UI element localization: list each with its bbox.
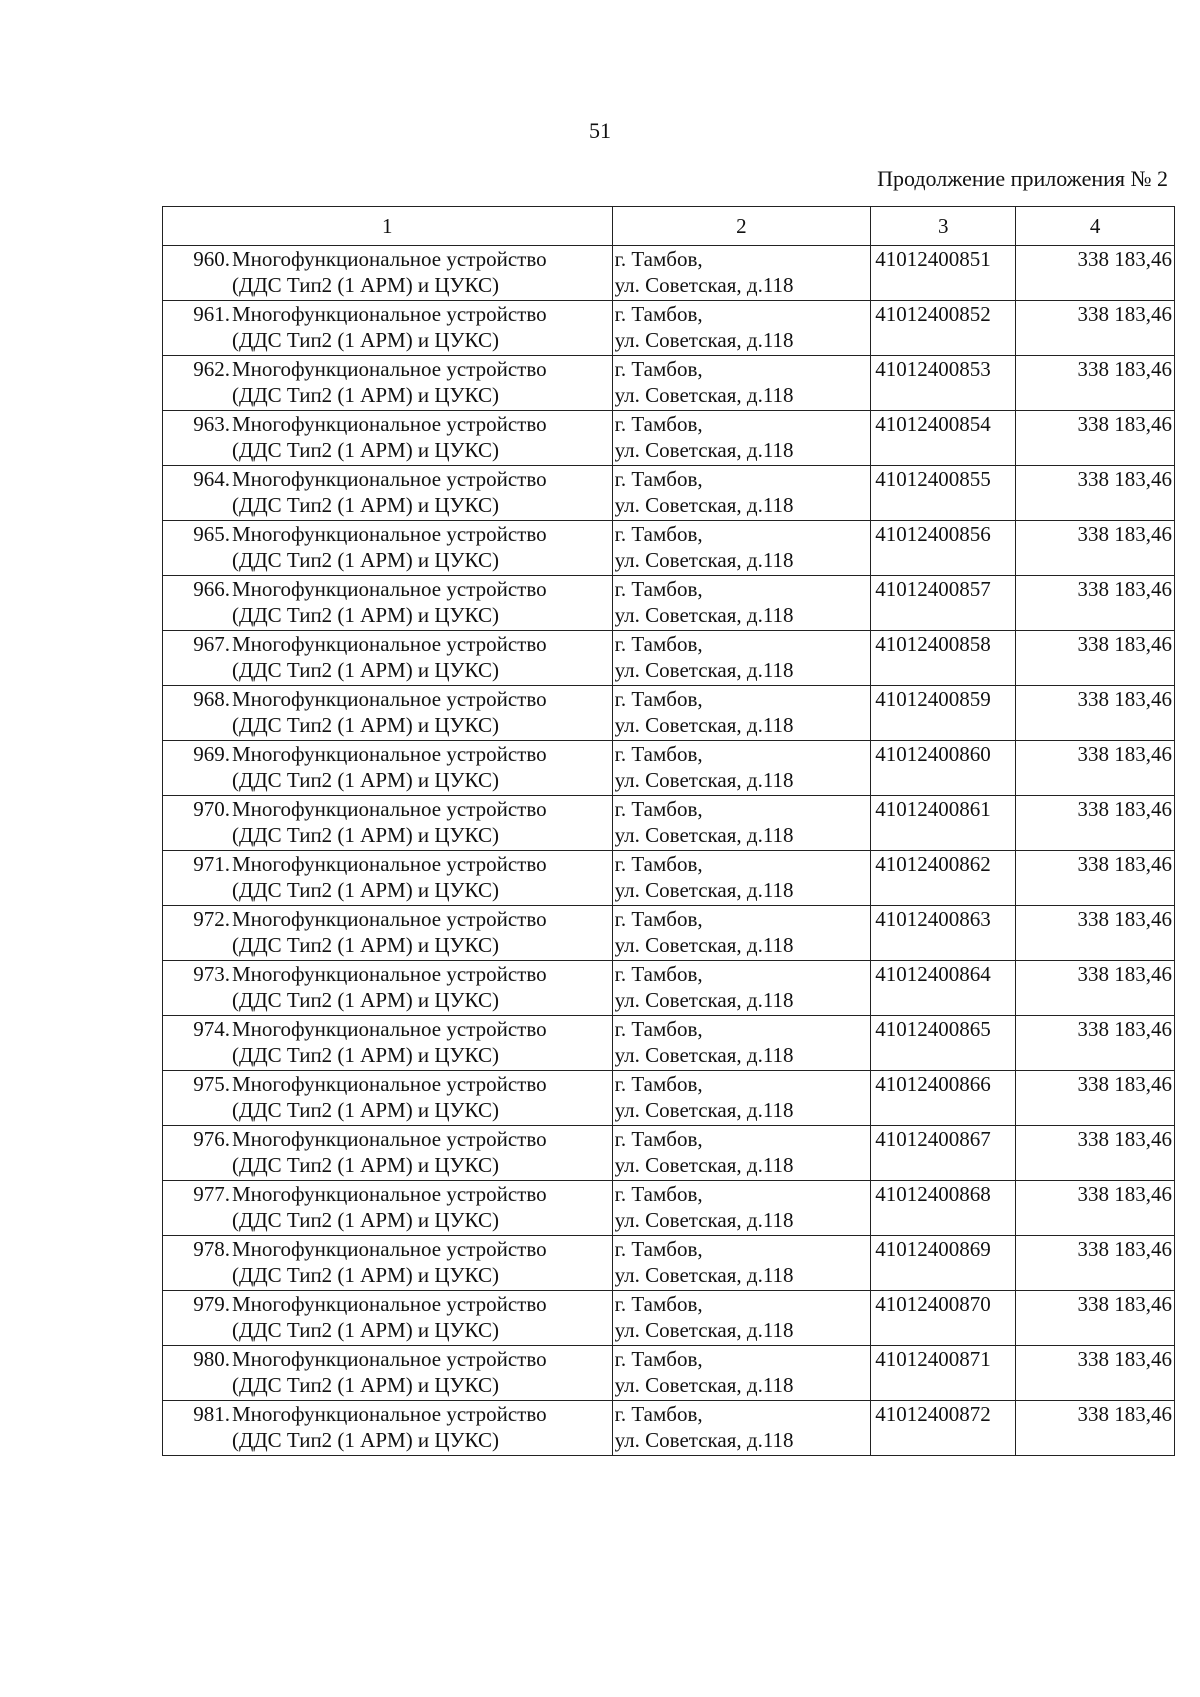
address-street: ул. Советская, д.118 (614, 1318, 794, 1342)
item-name-line1: Многофункциональное устройство (232, 522, 547, 546)
address-city: г. Тамбов, (614, 797, 703, 821)
item-name-cell (163, 631, 613, 686)
item-name-line2: (ДДС Тип2 (1 АРМ) и ЦУКС) (232, 1153, 499, 1177)
value-cell: 338 183,46 (1016, 686, 1175, 741)
address-street: ул. Советская, д.118 (614, 878, 794, 902)
value-cell: 338 183,46 (1016, 411, 1175, 466)
table-row (163, 1071, 1175, 1126)
item-number: 974. (193, 1017, 230, 1041)
inventory-number-cell: 41012400853 (871, 356, 1016, 411)
address-city: г. Тамбов, (614, 357, 703, 381)
table-row (163, 411, 1175, 466)
inventory-number-cell: 41012400865 (871, 1016, 1016, 1071)
address-street: ул. Советская, д.118 (614, 383, 794, 407)
address-street: ул. Советская, д.118 (614, 1263, 794, 1287)
item-number: 969. (193, 742, 230, 766)
address-street: ул. Советская, д.118 (614, 1373, 794, 1397)
value-cell: 338 183,46 (1016, 1126, 1175, 1181)
item-number: 968. (193, 687, 230, 711)
address-street: ул. Советская, д.118 (614, 1208, 794, 1232)
inventory-number-cell: 41012400857 (871, 576, 1016, 631)
item-name-line2: (ДДС Тип2 (1 АРМ) и ЦУКС) (232, 1428, 499, 1452)
column-header-3: 3 (871, 207, 1016, 246)
value-cell: 338 183,46 (1016, 576, 1175, 631)
item-name-cell (163, 741, 613, 796)
item-name-line2: (ДДС Тип2 (1 АРМ) и ЦУКС) (232, 658, 499, 682)
value-cell: 338 183,46 (1016, 1016, 1175, 1071)
item-name-cell (163, 906, 613, 961)
item-name-line1: Многофункциональное устройство (232, 852, 547, 876)
item-name-line1: Многофункциональное устройство (232, 577, 547, 601)
address-city: г. Тамбов, (614, 852, 703, 876)
item-name-cell (163, 1236, 613, 1291)
item-name-line2: (ДДС Тип2 (1 АРМ) и ЦУКС) (232, 1098, 499, 1122)
table-row (163, 741, 1175, 796)
item-name-cell (163, 411, 613, 466)
value-cell: 338 183,46 (1016, 301, 1175, 356)
inventory-number-cell: 41012400851 (871, 246, 1016, 301)
inventory-number-cell: 41012400867 (871, 1126, 1016, 1181)
item-name-line1: Многофункциональное устройство (232, 632, 547, 656)
item-number: 971. (193, 852, 230, 876)
inventory-number-cell: 41012400872 (871, 1401, 1016, 1456)
inventory-number-cell: 41012400869 (871, 1236, 1016, 1291)
value-cell: 338 183,46 (1016, 1181, 1175, 1236)
table-row (163, 961, 1175, 1016)
item-name-line2: (ДДС Тип2 (1 АРМ) и ЦУКС) (232, 1208, 499, 1232)
table-row (163, 246, 1175, 301)
address-city: г. Тамбов, (614, 1072, 703, 1096)
table-row (163, 1401, 1175, 1456)
item-number: 975. (193, 1072, 230, 1096)
item-name-line1: Многофункциональное устройство (232, 962, 547, 986)
inventory-number-cell: 41012400871 (871, 1346, 1016, 1401)
item-name-line2: (ДДС Тип2 (1 АРМ) и ЦУКС) (232, 1373, 499, 1397)
address-city: г. Тамбов, (614, 1347, 703, 1371)
item-name-line1: Многофункциональное устройство (232, 1182, 547, 1206)
item-name-cell (163, 1346, 613, 1401)
table-row (163, 796, 1175, 851)
item-address-cell (612, 411, 871, 466)
item-address-cell (612, 686, 871, 741)
address-city: г. Тамбов, (614, 412, 703, 436)
address-street: ул. Советская, д.118 (614, 658, 794, 682)
item-name-line1: Многофункциональное устройство (232, 467, 547, 491)
table-row (163, 1346, 1175, 1401)
value-cell: 338 183,46 (1016, 796, 1175, 851)
item-name-line2: (ДДС Тип2 (1 АРМ) и ЦУКС) (232, 713, 499, 737)
address-city: г. Тамбов, (614, 1017, 703, 1041)
item-number: 980. (193, 1347, 230, 1371)
item-name-line1: Многофункциональное устройство (232, 412, 547, 436)
address-city: г. Тамбов, (614, 577, 703, 601)
value-cell: 338 183,46 (1016, 1236, 1175, 1291)
table-row (163, 301, 1175, 356)
address-street: ул. Советская, д.118 (614, 273, 794, 297)
item-name-cell (163, 851, 613, 906)
item-name-cell (163, 796, 613, 851)
inventory-number-cell: 41012400859 (871, 686, 1016, 741)
inventory-number-cell: 41012400861 (871, 796, 1016, 851)
item-address-cell (612, 576, 871, 631)
item-name-cell (163, 1016, 613, 1071)
address-city: г. Тамбов, (614, 1127, 703, 1151)
value-cell: 338 183,46 (1016, 1071, 1175, 1126)
item-number: 970. (193, 797, 230, 821)
address-city: г. Тамбов, (614, 1402, 703, 1426)
address-street: ул. Советская, д.118 (614, 1153, 794, 1177)
address-street: ул. Советская, д.118 (614, 548, 794, 572)
item-number: 964. (193, 467, 230, 491)
item-address-cell (612, 356, 871, 411)
item-name-line1: Многофункциональное устройство (232, 357, 547, 381)
item-address-cell (612, 796, 871, 851)
item-name-cell (163, 1181, 613, 1236)
item-address-cell (612, 741, 871, 796)
table-row (163, 686, 1175, 741)
value-cell: 338 183,46 (1016, 1291, 1175, 1346)
item-number: 978. (193, 1237, 230, 1261)
address-city: г. Тамбов, (614, 1182, 703, 1206)
item-number: 961. (193, 302, 230, 326)
inventory-number-cell: 41012400856 (871, 521, 1016, 576)
item-name-line2: (ДДС Тип2 (1 АРМ) и ЦУКС) (232, 1043, 499, 1067)
table-row (163, 356, 1175, 411)
item-address-cell (612, 521, 871, 576)
address-city: г. Тамбов, (614, 632, 703, 656)
inventory-number-cell: 41012400862 (871, 851, 1016, 906)
item-name-line1: Многофункциональное устройство (232, 302, 547, 326)
item-address-cell (612, 906, 871, 961)
value-cell: 338 183,46 (1016, 246, 1175, 301)
item-address-cell (612, 1236, 871, 1291)
item-name-line1: Многофункциональное устройство (232, 247, 547, 271)
item-name-line2: (ДДС Тип2 (1 АРМ) и ЦУКС) (232, 273, 499, 297)
item-name-cell (163, 1291, 613, 1346)
inventory-number-cell: 41012400870 (871, 1291, 1016, 1346)
item-name-line2: (ДДС Тип2 (1 АРМ) и ЦУКС) (232, 438, 499, 462)
item-name-line2: (ДДС Тип2 (1 АРМ) и ЦУКС) (232, 603, 499, 627)
table-row (163, 631, 1175, 686)
item-address-cell (612, 466, 871, 521)
item-name-cell (163, 1401, 613, 1456)
address-street: ул. Советская, д.118 (614, 988, 794, 1012)
item-name-cell (163, 686, 613, 741)
table-row (163, 1126, 1175, 1181)
value-cell: 338 183,46 (1016, 466, 1175, 521)
value-cell: 338 183,46 (1016, 851, 1175, 906)
item-name-cell (163, 1126, 613, 1181)
item-name-line2: (ДДС Тип2 (1 АРМ) и ЦУКС) (232, 493, 499, 517)
inventory-number-cell: 41012400858 (871, 631, 1016, 686)
table-row (163, 1236, 1175, 1291)
item-name-line1: Многофункциональное устройство (232, 1347, 547, 1371)
address-street: ул. Советская, д.118 (614, 768, 794, 792)
value-cell: 338 183,46 (1016, 631, 1175, 686)
item-address-cell (612, 1181, 871, 1236)
item-address-cell (612, 631, 871, 686)
item-name-line2: (ДДС Тип2 (1 АРМ) и ЦУКС) (232, 328, 499, 352)
table-row (163, 906, 1175, 961)
item-name-line2: (ДДС Тип2 (1 АРМ) и ЦУКС) (232, 1318, 499, 1342)
item-number: 979. (193, 1292, 230, 1316)
value-cell: 338 183,46 (1016, 1401, 1175, 1456)
table-row (163, 1291, 1175, 1346)
address-street: ул. Советская, д.118 (614, 823, 794, 847)
address-street: ул. Советская, д.118 (614, 1043, 794, 1067)
item-name-line2: (ДДС Тип2 (1 АРМ) и ЦУКС) (232, 933, 499, 957)
inventory-number-cell: 41012400855 (871, 466, 1016, 521)
table-row (163, 1181, 1175, 1236)
inventory-number-cell: 41012400854 (871, 411, 1016, 466)
table-row (163, 851, 1175, 906)
column-header-1: 1 (163, 207, 613, 246)
table-row (163, 466, 1175, 521)
item-name-cell (163, 356, 613, 411)
item-name-line2: (ДДС Тип2 (1 АРМ) и ЦУКС) (232, 1263, 499, 1287)
item-name-line1: Многофункциональное устройство (232, 1292, 547, 1316)
address-city: г. Тамбов, (614, 742, 703, 766)
item-name-line1: Многофункциональное устройство (232, 1402, 547, 1426)
item-name-cell (163, 301, 613, 356)
address-street: ул. Советская, д.118 (614, 603, 794, 627)
inventory-number-cell: 41012400868 (871, 1181, 1016, 1236)
item-number: 965. (193, 522, 230, 546)
appendix-continuation-note: Продолжение приложения № 2 (877, 166, 1168, 191)
value-cell: 338 183,46 (1016, 1346, 1175, 1401)
item-number: 977. (193, 1182, 230, 1206)
address-street: ул. Советская, д.118 (614, 1428, 794, 1452)
address-city: г. Тамбов, (614, 467, 703, 491)
item-number: 972. (193, 907, 230, 931)
item-name-line1: Многофункциональное устройство (232, 1237, 547, 1261)
item-name-line1: Многофункциональное устройство (232, 687, 547, 711)
column-header-2: 2 (612, 207, 871, 246)
address-street: ул. Советская, д.118 (614, 493, 794, 517)
item-name-line1: Многофункциональное устройство (232, 1017, 547, 1041)
item-address-cell (612, 301, 871, 356)
value-cell: 338 183,46 (1016, 906, 1175, 961)
item-number: 966. (193, 577, 230, 601)
item-number: 976. (193, 1127, 230, 1151)
item-name-cell (163, 961, 613, 1016)
value-cell: 338 183,46 (1016, 741, 1175, 796)
address-street: ул. Советская, д.118 (614, 438, 794, 462)
item-name-line2: (ДДС Тип2 (1 АРМ) и ЦУКС) (232, 823, 499, 847)
item-number: 967. (193, 632, 230, 656)
table-row (163, 1016, 1175, 1071)
item-name-line2: (ДДС Тип2 (1 АРМ) и ЦУКС) (232, 878, 499, 902)
item-name-cell (163, 576, 613, 631)
table-row (163, 576, 1175, 631)
inventory-number-cell: 41012400863 (871, 906, 1016, 961)
item-name-line1: Многофункциональное устройство (232, 742, 547, 766)
item-name-line1: Многофункциональное устройство (232, 1127, 547, 1151)
item-address-cell (612, 1401, 871, 1456)
address-street: ул. Советская, д.118 (614, 933, 794, 957)
item-address-cell (612, 1071, 871, 1126)
item-address-cell (612, 1016, 871, 1071)
address-street: ул. Советская, д.118 (614, 1098, 794, 1122)
inventory-number-cell: 41012400860 (871, 741, 1016, 796)
item-address-cell (612, 851, 871, 906)
address-street: ул. Советская, д.118 (614, 713, 794, 737)
inventory-number-cell: 41012400864 (871, 961, 1016, 1016)
item-address-cell (612, 1291, 871, 1346)
address-city: г. Тамбов, (614, 522, 703, 546)
inventory-number-cell: 41012400866 (871, 1071, 1016, 1126)
item-name-line1: Многофункциональное устройство (232, 797, 547, 821)
item-name-line1: Многофункциональное устройство (232, 1072, 547, 1096)
item-name-cell (163, 246, 613, 301)
item-number: 960. (193, 247, 230, 271)
registry-table (162, 206, 1175, 1456)
address-city: г. Тамбов, (614, 1292, 703, 1316)
address-city: г. Тамбов, (614, 302, 703, 326)
item-name-line2: (ДДС Тип2 (1 АРМ) и ЦУКС) (232, 383, 499, 407)
page-number: 51 (589, 118, 611, 143)
item-number: 963. (193, 412, 230, 436)
item-number: 981. (193, 1402, 230, 1426)
item-address-cell (612, 1126, 871, 1181)
value-cell: 338 183,46 (1016, 521, 1175, 576)
item-name-line2: (ДДС Тип2 (1 АРМ) и ЦУКС) (232, 548, 499, 572)
item-name-cell (163, 1071, 613, 1126)
column-header-4: 4 (1016, 207, 1175, 246)
item-address-cell (612, 1346, 871, 1401)
item-address-cell (612, 246, 871, 301)
item-name-line2: (ДДС Тип2 (1 АРМ) и ЦУКС) (232, 768, 499, 792)
item-number: 973. (193, 962, 230, 986)
address-city: г. Тамбов, (614, 1237, 703, 1261)
address-city: г. Тамбов, (614, 962, 703, 986)
table-row (163, 521, 1175, 576)
item-name-cell (163, 466, 613, 521)
item-number: 962. (193, 357, 230, 381)
value-cell: 338 183,46 (1016, 356, 1175, 411)
item-name-line2: (ДДС Тип2 (1 АРМ) и ЦУКС) (232, 988, 499, 1012)
address-street: ул. Советская, д.118 (614, 328, 794, 352)
item-name-cell (163, 521, 613, 576)
address-city: г. Тамбов, (614, 247, 703, 271)
table-body (163, 246, 1175, 1456)
item-name-line1: Многофункциональное устройство (232, 907, 547, 931)
table-header-row (163, 207, 1175, 246)
address-city: г. Тамбов, (614, 687, 703, 711)
inventory-number-cell: 41012400852 (871, 301, 1016, 356)
value-cell: 338 183,46 (1016, 961, 1175, 1016)
address-city: г. Тамбов, (614, 907, 703, 931)
item-address-cell (612, 961, 871, 1016)
